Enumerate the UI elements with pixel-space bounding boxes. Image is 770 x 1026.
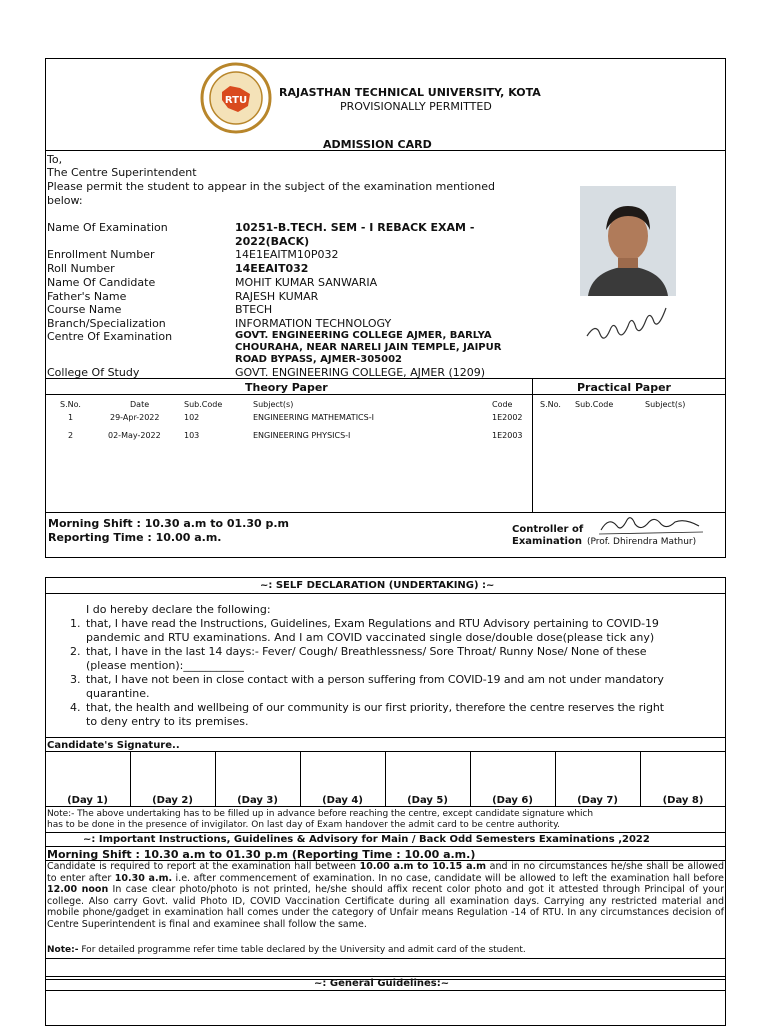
controller-signature-image bbox=[595, 512, 705, 538]
person-photo-icon bbox=[580, 186, 676, 296]
value-father: RAJESH KUMAR bbox=[235, 290, 319, 303]
instructions-title-rule bbox=[45, 846, 726, 847]
th-subcode: Sub.Code bbox=[184, 400, 223, 409]
candidate-signature-label: Candidate's Signature.. bbox=[47, 740, 180, 751]
sig-top-rule bbox=[45, 737, 726, 738]
candidate-signature-image bbox=[582, 300, 672, 344]
papers-divider bbox=[532, 378, 533, 512]
label-centre: Centre Of Examination bbox=[47, 330, 173, 343]
value-enrollment: 14E1EAITM10P032 bbox=[235, 248, 339, 261]
day-label: (Day 4) bbox=[322, 795, 363, 806]
day-label: (Day 6) bbox=[492, 795, 533, 806]
row-date: 02-May-2022 bbox=[108, 431, 161, 440]
th-code: Code bbox=[492, 400, 513, 409]
to-line: To, bbox=[47, 153, 63, 166]
practical-title: Practical Paper bbox=[577, 381, 671, 394]
declaration-title-rule bbox=[45, 593, 726, 594]
item-line-1: that, I have read the Instructions, Guidelines, Exam Regulations and RTU Advisory pertaining to COVID-19 bbox=[86, 617, 659, 630]
instr-text: In case clear photo/photo is not printed, he/she should affix recent color photo and got it attested through Principal of your college. Also carry Govt. valid Photo ID, COVID Vaccination Certificate during all examination days. Carrying any restricted material and mobile phone/gadget in examination hall comes under the category of Unfair means Regulation -14 of RTU. In any circumstances decision of Centre Superintendent is final and examinee shall follow the same. bbox=[47, 884, 725, 930]
general-title-rule bbox=[45, 990, 726, 991]
row-subject: ENGINEERING PHYSICS-I bbox=[253, 431, 351, 440]
label-course: Course Name bbox=[47, 303, 122, 316]
sig-box-bottom-rule bbox=[45, 806, 726, 807]
label-branch: Branch/Specialization bbox=[47, 317, 166, 330]
label-father: Father's Name bbox=[47, 290, 127, 303]
declaration-note-2: has to be done in the presence of invigilator. On last day of Exam handover the admit card to be centre authority. bbox=[47, 820, 560, 830]
declaration-item-1 bbox=[70, 617, 726, 646]
declaration-intro: I do hereby declare the following: bbox=[86, 603, 271, 616]
controller-label-1: Controller of bbox=[512, 524, 584, 535]
row-code: 1E2002 bbox=[492, 413, 523, 422]
value-exam-1: 10251-B.TECH. SEM - I REBACK EXAM - bbox=[235, 221, 475, 234]
instructions-shift: Morning Shift : 10.30 a.m to 01.30 p.m (Reporting Time : 10.00 a.m.) bbox=[47, 848, 476, 861]
day-label: (Day 1) bbox=[67, 795, 108, 806]
value-college: GOVT. ENGINEERING COLLEGE, AJMER (1209) bbox=[235, 366, 486, 379]
label-roll: Roll Number bbox=[47, 262, 115, 275]
ph-subject: Subject(s) bbox=[645, 400, 686, 409]
instr-text: and in no circumstances he/she shall be allowed to enter after bbox=[47, 861, 724, 884]
day-label: (Day 3) bbox=[237, 795, 278, 806]
instr-text: Candidate is required to report at the examination hall between bbox=[47, 861, 360, 872]
row-subcode: 103 bbox=[184, 431, 200, 440]
title-rule bbox=[45, 150, 726, 151]
instructions-bottom-rule bbox=[45, 958, 726, 959]
morning-shift: Morning Shift : 10.30 a.m to 01.30 p.m bbox=[48, 517, 289, 530]
instr-entry-cutoff: 10.30 a.m. bbox=[114, 872, 173, 884]
item-number: 3. bbox=[70, 673, 81, 686]
permit-text-2: below: bbox=[47, 194, 83, 207]
note-label: Note:- bbox=[47, 945, 79, 955]
item-line-2: quarantine. bbox=[86, 687, 150, 701]
label-college: College Of Study bbox=[47, 366, 140, 379]
item-number: 2. bbox=[70, 645, 81, 658]
item-line-1: that, I have in the last 14 days:- Fever/ Cough/ Breathlessness/ Sore Throat/ Runny Nose/ None of these bbox=[86, 645, 647, 658]
permit-text-1: Please permit the student to appear in the subject of the examination mentioned bbox=[47, 180, 495, 193]
value-centre-2: CHOURAHA, NEAR NARELI JAIN TEMPLE, JAIPUR bbox=[235, 342, 502, 353]
row-subject: ENGINEERING MATHEMATICS-I bbox=[253, 413, 374, 422]
value-roll: 14EEAIT032 bbox=[235, 262, 309, 275]
item-line-2: (please mention):___________ bbox=[86, 659, 244, 673]
th-sno: S.No. bbox=[60, 400, 81, 409]
row-date: 29-Apr-2022 bbox=[110, 413, 160, 422]
svg-text:RTU: RTU bbox=[224, 95, 248, 106]
day-label: (Day 7) bbox=[577, 795, 618, 806]
reporting-time: Reporting Time : 10.00 a.m. bbox=[48, 531, 222, 544]
item-number: 4. bbox=[70, 701, 81, 714]
day-label: (Day 5) bbox=[407, 795, 448, 806]
day-label: (Day 2) bbox=[152, 795, 193, 806]
item-line-1: that, I have not been in close contact with a person suffering from COVID-19 and am not under mandatory bbox=[86, 673, 664, 686]
controller-signature-icon bbox=[595, 512, 705, 538]
note-bottom-rule bbox=[45, 832, 726, 833]
label-candidate: Name Of Candidate bbox=[47, 276, 156, 289]
value-candidate: MOHIT KUMAR SANWARIA bbox=[235, 276, 378, 289]
instructions-note bbox=[47, 945, 526, 956]
university-logo bbox=[200, 62, 272, 134]
th-date: Date bbox=[130, 400, 150, 409]
instr-text: i.e. after commencement of examination. In no case, candidate will be allowed to left the examination hall before bbox=[172, 872, 724, 884]
candidate-photo bbox=[580, 186, 676, 296]
declaration-note-1: Note:- The above undertaking has to be filled up in advance before reaching the centre, except candidate signature which bbox=[47, 809, 593, 819]
theory-title: Theory Paper bbox=[245, 381, 328, 394]
ph-subcode: Sub.Code bbox=[575, 400, 614, 409]
general-guidelines-title: ~: General Guidelines:~ bbox=[314, 978, 450, 989]
controller-label-2: Examination bbox=[512, 536, 582, 547]
declaration-item-2 bbox=[70, 645, 726, 674]
declaration-item-3 bbox=[70, 673, 726, 702]
logo-seal-icon bbox=[200, 62, 272, 134]
instructions-paragraph bbox=[47, 861, 724, 931]
item-number: 1. bbox=[70, 617, 81, 630]
value-exam-2: 2022(BACK) bbox=[235, 235, 310, 248]
papers-top-rule bbox=[45, 378, 726, 379]
university-name: RAJASTHAN TECHNICAL UNIVERSITY, KOTA bbox=[279, 86, 541, 99]
item-line-1: that, the health and wellbeing of our community is our first priority, therefore the centre reserves the right bbox=[86, 701, 664, 714]
instr-exit-time: 12.00 noon bbox=[47, 884, 109, 896]
declaration-title: ~: SELF DECLARATION (UNDERTAKING) :~ bbox=[260, 580, 495, 591]
value-course: BTECH bbox=[235, 303, 273, 316]
label-exam: Name Of Examination bbox=[47, 221, 168, 234]
signature-scribble-icon bbox=[582, 300, 672, 344]
instructions-title: ~: Important Instructions, Guidelines & Advisory for Main / Back Odd Semesters Examinations ,2022 bbox=[83, 834, 650, 845]
ph-sno: S.No. bbox=[540, 400, 561, 409]
item-line-2: pandemic and RTU examinations. And I am COVID vaccinated single dose/double dose(please tick any) bbox=[86, 631, 655, 645]
value-centre-3: ROAD BYPASS, AJMER-305002 bbox=[235, 354, 402, 365]
papers-head-rule bbox=[45, 394, 726, 395]
declaration-item-4 bbox=[70, 701, 726, 730]
value-centre-1: GOVT. ENGINEERING COLLEGE AJMER, BARLYA bbox=[235, 330, 492, 341]
item-line-2: to deny entry to its premises. bbox=[86, 715, 249, 729]
row-sno: 1 bbox=[68, 413, 74, 422]
day-label: (Day 8) bbox=[662, 795, 704, 806]
addressee: The Centre Superintendent bbox=[47, 166, 197, 179]
row-subcode: 102 bbox=[184, 413, 200, 422]
card-title: ADMISSION CARD bbox=[323, 138, 432, 151]
instr-time-window: 10.00 a.m to 10.15 a.m bbox=[359, 861, 487, 872]
label-enrollment: Enrollment Number bbox=[47, 248, 155, 261]
permit-status: PROVISIONALLY PERMITTED bbox=[340, 100, 492, 113]
value-branch: INFORMATION TECHNOLOGY bbox=[235, 317, 392, 330]
row-code: 1E2003 bbox=[492, 431, 523, 440]
controller-name: (Prof. Dhirendra Mathur) bbox=[587, 537, 697, 547]
note-text: For detailed programme refer time table declared by the University and admit card of the student. bbox=[78, 945, 526, 955]
row-sno: 2 bbox=[68, 431, 74, 440]
th-subject: Subject(s) bbox=[253, 400, 294, 409]
